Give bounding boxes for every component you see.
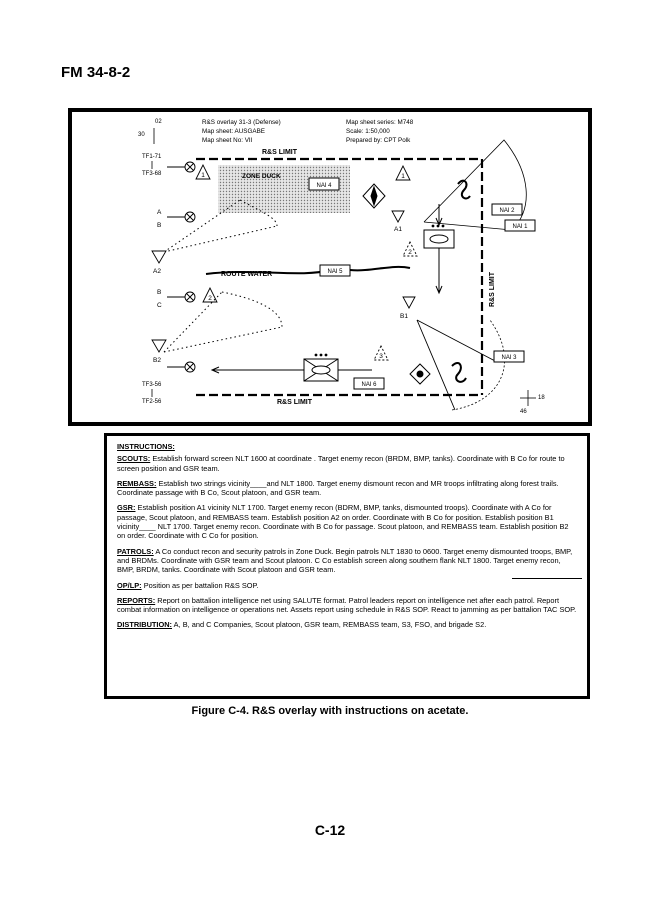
nai-6-label: NAI 6 [361,382,377,388]
grid-ref-nw2: TF3-68 [142,171,162,177]
rs-limit-bottom-label: R&S LIMIT [277,399,312,406]
instruction-scouts [117,454,577,473]
nai-5-label: NAI 5 [327,269,343,275]
instructions-title: INSTRUCTIONS: [117,442,175,451]
instruction-label: PATROLS: [117,546,154,556]
instruction-label: SCOUTS: [117,454,151,464]
instruction-gsr [117,503,577,540]
instruction-label: REMBASS: [117,478,157,488]
nai-4-label: NAI 4 [316,183,332,189]
instruction-text: Establish forward screen NLT 1600 at coordinate . Target enemy recon (BRDM, BMP, tanks). Coordinate with B Co for route to screen position and GSR team. [117,454,565,473]
rs-overlay-map [68,108,592,426]
instruction-text: A, B, and C Companies, Scout platoon, GSR team, REMBASS team, S3, FSO, and brigade S2. [172,620,487,630]
zone-duck-label: ZONE DUCK [242,173,281,180]
title-block-left-2: Map sheet: AUSGABE [202,128,265,135]
position-label-b1: B1 [400,313,408,320]
overlay-drawing [72,112,588,422]
title-block [202,119,414,144]
instruction-text: Position as per battalion R&S SOP. [141,580,259,590]
position-label-b2: B2 [153,357,161,364]
route-water-line-east [350,267,410,270]
rs-limit-right-label: R&S LIMIT [489,272,496,307]
gsr-sector-b1 [417,320,497,410]
triangle-label-2a: 2 [408,249,412,256]
instructions-box [104,433,590,699]
figure-caption: Figure C-4. R&S overlay with instructions on acetate. [191,705,469,717]
title-block-right-1: Map sheet series: M748 [346,119,414,126]
title-block-right-2: Scale: 1:50,000 [346,128,390,135]
grid-ref-sw: TF3-56 [142,382,162,388]
instruction-rembass [117,479,577,498]
title-block-left-1: R&S overlay 31-3 (Defense) [202,119,281,126]
instruction-text: Establish position A1 vicinity NLT 1700. Target enemy recon (BDRM, BMP, tanks, dismounted troops). Coordinate with A Co for passage, Scout platoon, and REMBASS team. Establish position A2 on order. Coordinate with B Co for position. Establish position B1 vicinity____ NLT 1700. Target enemy recon. Coordinate with B Co for passage. Scout platoon, and REMBASS team. Establish position B2 on order. Coordinate with C Co for position. [117,503,569,541]
grid-ref-top-b: 30 [138,132,145,138]
enemy-symbols [452,181,470,382]
rs-limit-top-label: R&S LIMIT [262,149,297,156]
title-block-right-3: Prepared by: CPT Polk [346,137,411,144]
instruction-reports [117,596,577,615]
instruction-label: REPORTS: [117,595,156,605]
instruction-label: DISTRIBUTION: [117,620,173,630]
title-block-left-3: Map sheet No: VII [202,137,253,144]
instruction-label: OP/LP: [117,580,142,590]
nai-3-label: NAI 3 [501,355,517,361]
grid-ref-top-a: 02 [155,119,162,125]
triangle-label-1b: 1 [401,173,405,180]
nai-2-label: NAI 2 [499,208,515,214]
boundary-a-top: A [157,209,162,216]
instruction-oplp [117,581,577,590]
instruction-text: A Co conduct recon and security patrols in Zone Duck. Begin patrols NLT 1830 to 0600. Target enemy dismounted troops, BMP, and BRDMs. Coordinate with GSR team and Scout platoon. C Co establish screen along southern flank NLT 1800. Target enemy recon, BMP, BRDM, tanks. Coordinate with Scout platoon and GSR team. [117,546,573,575]
boundary-c-bottom: C [157,302,162,309]
boundary-b-bottom: B [157,222,162,229]
instruction-distribution [117,620,577,629]
route-water-label: ROUTE WATER [221,271,273,278]
triangle-label-2b: 2 [208,295,212,302]
instruction-patrols [117,547,577,575]
grid-ref-nw: TF1-71 [142,154,162,160]
instruction-text: Establish two strings vicinity____and NLT 1800. Target enemy dismount recon and MR troops infiltrating along forest trails. Coordinate passage with B Co, Scout platoon, and GSR team. [117,478,559,498]
boundary-b-top: B [157,289,162,296]
position-label-a2: A2 [153,268,161,275]
grid-ref-se-a: 18 [538,395,545,401]
annotation-leader-line [512,578,582,579]
instruction-text: Report on battalion intelligence net using SALUTE format. Patrol leaders report on intelligence net after each patrol. Report combat information on intelligence or operations net. Assets report using schedule in R&S SOP. React to jamming as per battalion TAC SOP. [117,595,577,615]
position-symbols [152,211,415,352]
grid-ref-se-b: 46 [520,409,527,415]
triangle-label-1a: 1 [201,172,205,179]
position-labels [153,226,408,364]
phase-line-markers [167,162,195,372]
movement-arrows [212,204,442,373]
nai-1-label: NAI 1 [512,224,528,230]
instruction-label: GSR: [117,503,136,513]
position-label-a1: A1 [394,226,402,233]
triangle-label-3: 3 [379,353,383,360]
grid-ref-sw2: TF2-56 [142,399,162,405]
page-number: C-12 [314,822,346,838]
page-header-doc-id: FM 34-8-2 [61,64,131,81]
